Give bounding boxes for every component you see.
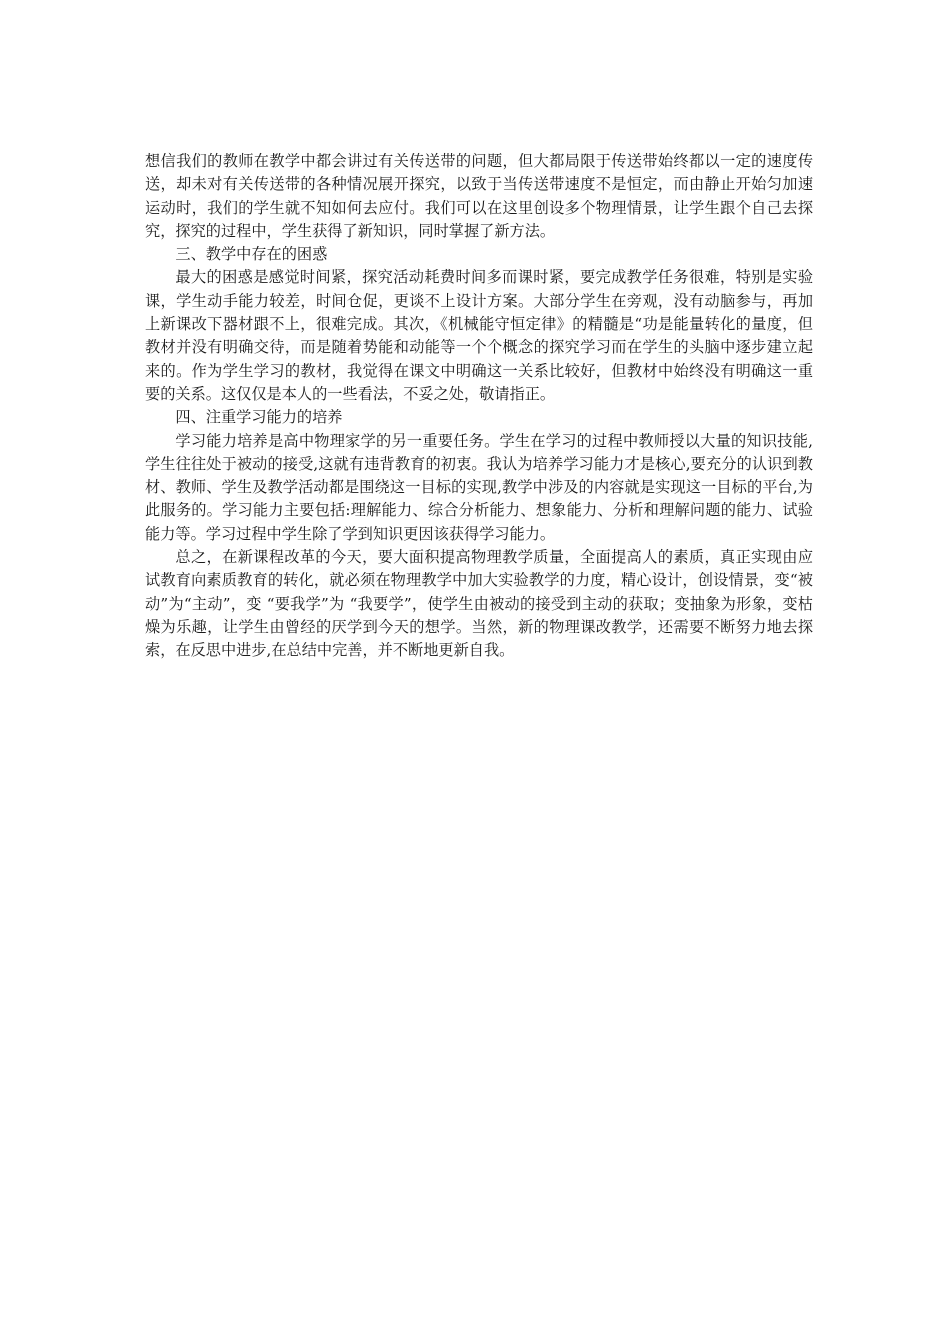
paragraph-conclusion: 总之，在新课程改革的今天，要大面积提高物理教学质量，全面提高人的素质，真正实现由应试教育向素质教育的转化，就必须在物理教学中加大实验教学的力度，精心设计，创设情景，变“被动”为“主动”，变 “要我学”为 “我要学”，使学生由被动的接受到主动的获取；变抽象为形象，变枯燥为乐趣，让学生由曾经的厌学到今天的想学。当然，新的物理课改教学，还需要不断努力地去探索，在反思中进步,在总结中完善，并不断地更新自我。 [145,548,813,660]
paragraph-confusion: 最大的困惑是感觉时间紧，探究活动耗费时间多而课时紧，要完成教学任务很难，特别是实验课，学生动手能力较差，时间仓促，更谈不上设计方案。大部分学生在旁观，没有动脑参与，再加上新课改下器材跟不上，很难完成。其次，《机械能守恒定律》的精髓是“功是能量转化的量度，但教材并没有明确交待，而是随着势能和动能等一个个概念的探究学习而在学生的头脑中逐步建立起来的。作为学生学习的教材，我觉得在课文中明确这一关系比较好，但教材中始终没有明确这一重要的关系。这仅仅是本人的一些看法，不妥之处，敬请指正。 [145,268,813,403]
section-heading-3: 三、教学中存在的困惑 [175,245,328,264]
section-heading-4: 四、注重学习能力的培养 [175,408,343,427]
paragraph-learning-ability: 学习能力培养是高中物理家学的另一重要任务。学生在学习的过程中教师授以大量的知识技能,学生往往处于被动的接受,这就有违背教育的初衷。我认为培养学习能力才是核心,要充分的认识到教材、教师、学生及教学活动都是围绕这一目标的实现,教学中涉及的内容就是实现这一目标的平台,为此服务的。学习能力主要包括:理解能力、综合分析能力、想象能力、分析和理解问题的能力、试验能力等。学习过程中学生除了学到知识更因该获得学习能力。 [145,431,813,543]
paragraph-conveyor-belt: 想信我们的教师在教学中都会讲过有关传送带的问题，但大都局限于传送带始终都以一定的速度传送，却未对有关传送带的各种情况展开探究，以致于当传送带速度不是恒定，而由静止开始匀加速运动时，我们的学生就不知如何去应付。我们可以在这里创设多个物理情景，让学生跟个自己去探究，探究的过程中，学生获得了新知识，同时掌握了新方法。 [145,152,813,240]
document-body [145,150,813,663]
